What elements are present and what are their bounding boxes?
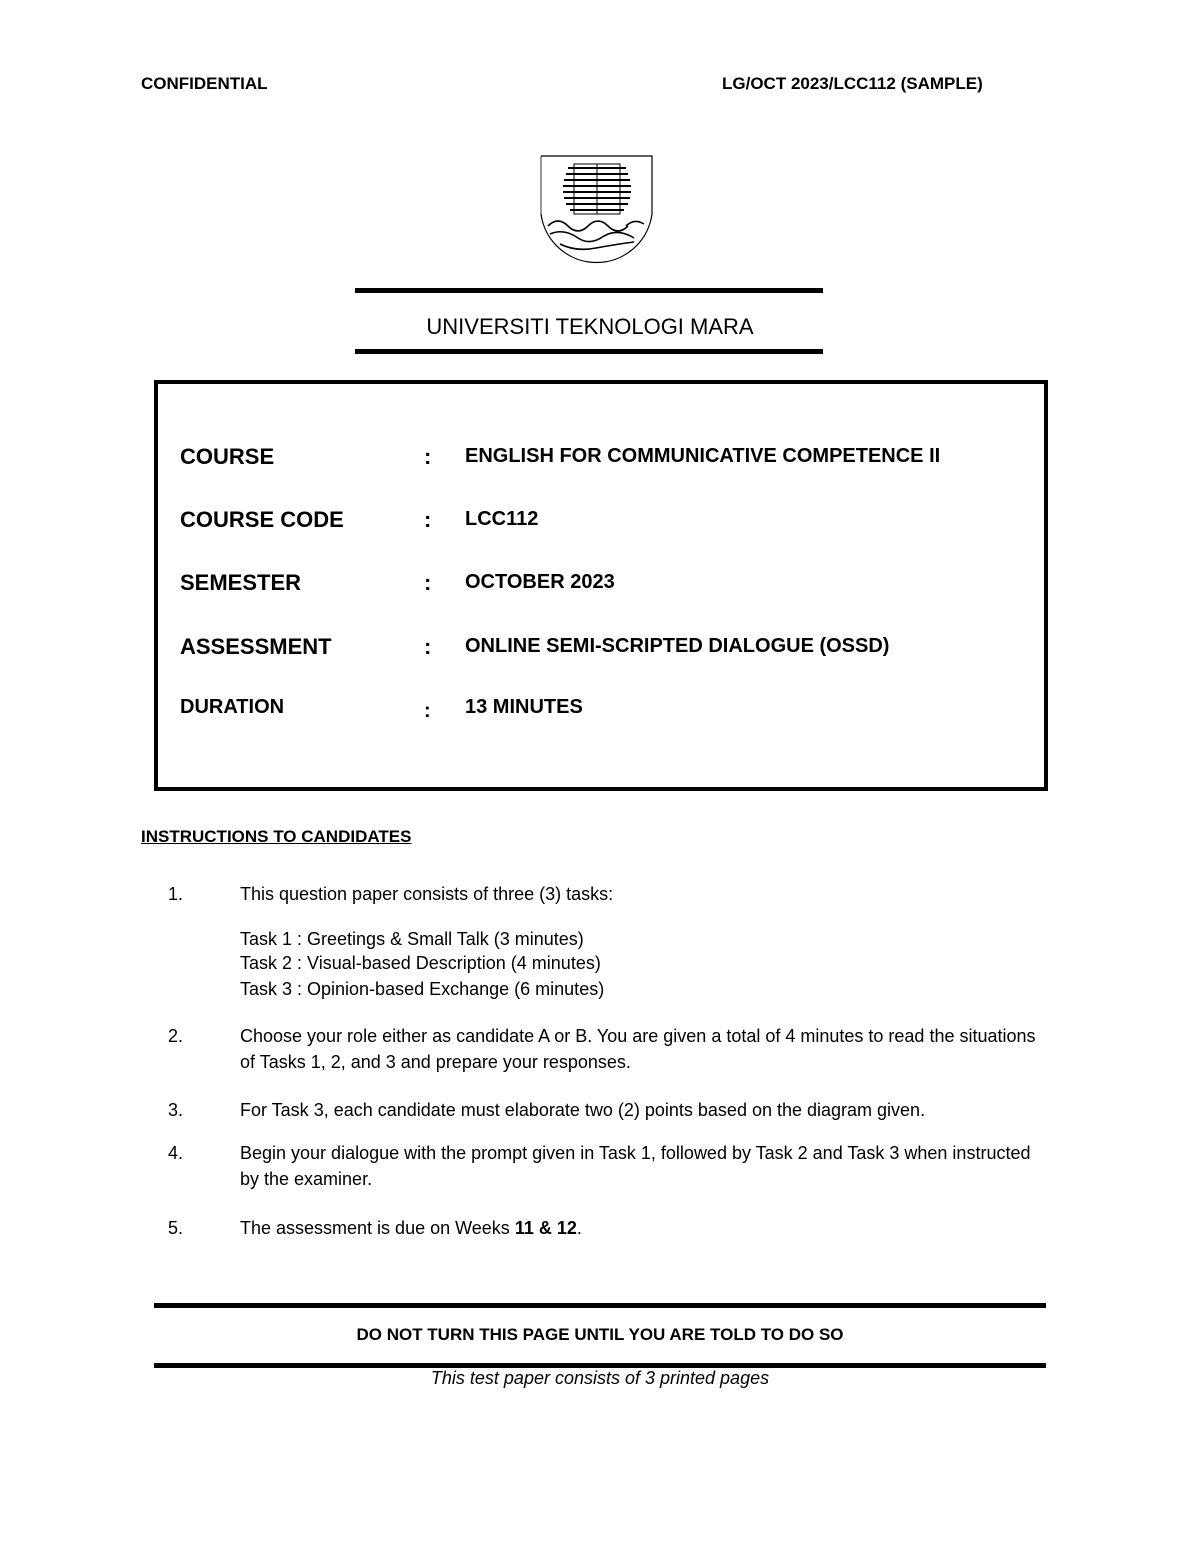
detail-colon: :: [424, 700, 431, 722]
detail-value: ENGLISH FOR COMMUNICATIVE COMPETENCE II: [465, 445, 941, 467]
header-confidential: CONFIDENTIAL: [141, 74, 268, 93]
detail-colon: :: [424, 634, 432, 659]
instruction-text: Choose your role either as candidate A or B. You are given a total of 4 minutes to read the situations of Tasks 1, 2, and 3 and prepare your responses.: [240, 1026, 1036, 1072]
detail-value: OCTOBER 2023: [465, 571, 615, 593]
title-top-rule: [355, 288, 823, 293]
instruction-number: 3.: [168, 1100, 184, 1120]
instruction-weeks-bold: 11 & 12: [514, 1218, 577, 1238]
instruction-text: Begin your dialogue with the prompt given in Task 1, followed by Task 2 and Task 3 when instructed by the examiner.: [240, 1143, 1031, 1189]
task-list: [240, 927, 1040, 1001]
task-item: Task 1 : Greetings & Small Talk (3 minutes): [240, 929, 584, 949]
instruction-number: 5.: [168, 1218, 184, 1238]
detail-colon: :: [424, 570, 432, 595]
instruction-text: [240, 1215, 1040, 1241]
detail-label: ASSESSMENT: [180, 634, 332, 659]
detail-colon: :: [424, 507, 432, 532]
instruction-number: 2.: [168, 1026, 184, 1046]
instruction-text: For Task 3, each candidate must elaborate two (2) points based on the diagram given.: [240, 1100, 926, 1120]
detail-colon: :: [424, 444, 432, 469]
warning-top-rule: [154, 1303, 1046, 1308]
title-bottom-rule: [355, 349, 823, 354]
instruction-text-after: .: [576, 1218, 582, 1238]
detail-value: LCC112: [465, 508, 539, 530]
detail-label: DURATION: [180, 696, 285, 718]
detail-value: ONLINE SEMI-SCRIPTED DIALOGUE (OSSD): [465, 635, 890, 657]
detail-label: COURSE: [180, 444, 275, 469]
instruction-text-before: The assessment is due on Weeks: [240, 1218, 515, 1238]
page-count-footer: This test paper consists of 3 printed pages: [430, 1368, 770, 1388]
instructions-title: INSTRUCTIONS TO CANDIDATES: [141, 827, 412, 846]
task-item: Task 2 : Visual-based Description (4 minutes): [240, 953, 601, 973]
do-not-turn-warning: DO NOT TURN THIS PAGE UNTIL YOU ARE TOLD TO DO SO: [356, 1325, 844, 1344]
instruction-text: This question paper consists of three (3) tasks:: [240, 884, 614, 904]
detail-label: SEMESTER: [180, 570, 302, 595]
instruction-number: 4.: [168, 1143, 184, 1163]
university-crest-logo: [538, 154, 656, 270]
university-name: UNIVERSITI TEKNOLOGI MARA: [426, 314, 754, 339]
detail-value: 13 MINUTES: [465, 696, 583, 718]
header-reference: LG/OCT 2023/LCC112 (SAMPLE): [722, 74, 983, 93]
task-item: Task 3 : Opinion-based Exchange (6 minutes): [240, 979, 605, 999]
instruction-number: 1.: [168, 884, 184, 904]
detail-label: COURSE CODE: [180, 507, 344, 532]
